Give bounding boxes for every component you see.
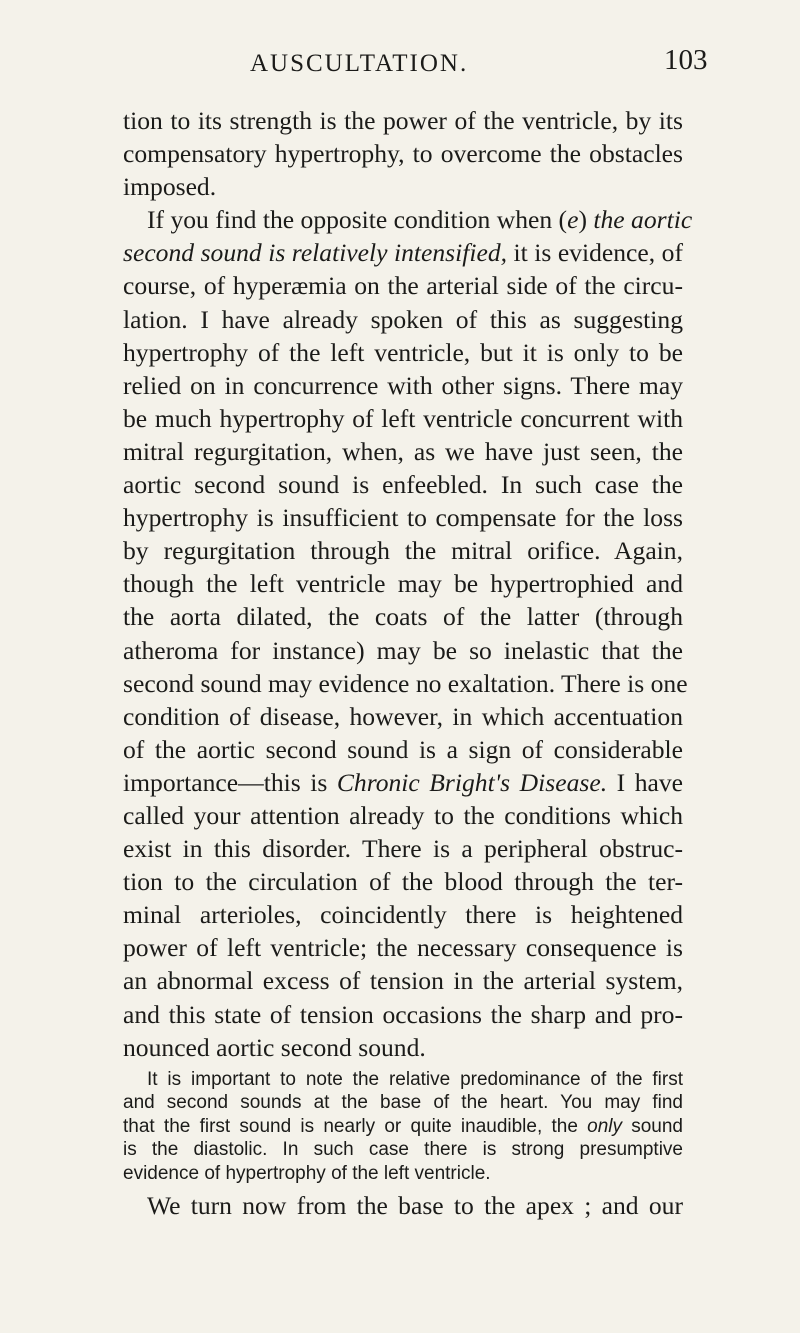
running-head: AUSCULTATION.	[250, 50, 469, 77]
text-line	[123, 1115, 683, 1139]
text-line: power of left ventricle; the necessary consequence is	[123, 933, 683, 963]
text-line: of the aortic second sound is a sign of considerable	[123, 734, 683, 764]
paragraph-3	[123, 1189, 683, 1222]
text-line: tion to its strength is the power of the ventricle, by its	[123, 106, 683, 135]
text-line: the aorta dilated, the coats of the latter (through	[123, 602, 683, 632]
text-line: relied on in concurrence with other signs. There may	[123, 370, 683, 400]
text-line: by regurgitation through the mitral orifice. Again,	[123, 536, 683, 566]
paragraph-2	[123, 203, 693, 1063]
text-line: evidence of hypertrophy of the left ventricle.	[123, 1162, 491, 1184]
text-line: though the left ventricle may be hypertrophied and	[123, 569, 683, 599]
text-line: an abnormal excess of tension in the arterial system,	[123, 966, 683, 996]
small-print-paragraph	[123, 1068, 683, 1186]
text-line: second sound may evidence no exaltation. There is one	[123, 668, 688, 698]
text-line: is the diastolic. In such case there is strong presumptive	[123, 1139, 683, 1161]
text-run: I have	[607, 767, 684, 797]
text-run: that the first sound is nearly or quite inaudible, the	[123, 1115, 588, 1137]
text-line: It is important to note the relative predominance of the first	[147, 1068, 683, 1090]
text-line	[123, 766, 683, 799]
italic-run: Chronic Bright's Disease.	[336, 767, 608, 797]
text-line: tion to the circulation of the blood through the ter-	[123, 867, 683, 897]
text-line: hypertrophy is insufficient to compensate for the loss	[123, 503, 683, 533]
page-number: 103	[664, 44, 708, 76]
page-body	[123, 104, 693, 1222]
italic-run: only	[587, 1115, 622, 1137]
text-line: imposed.	[123, 172, 217, 202]
text-line: We turn now from the base to the apex ; and our	[147, 1191, 683, 1221]
text-line: be much hypertrophy of left ventricle concurrent with	[123, 403, 683, 433]
italic-run: the aortic	[593, 205, 693, 235]
text-line: aortic second sound is enfeebled. In such case the	[123, 470, 683, 500]
text-run: )	[578, 205, 594, 235]
text-line: hypertrophy of the left ventricle, but it is only to be	[123, 337, 683, 367]
text-line	[123, 236, 683, 269]
text-line: and this state of tension occasions the sharp and pro-	[123, 999, 683, 1029]
text-line: compensatory hypertrophy, to overcome the obstacles	[123, 139, 683, 169]
text-line: lation. I have already spoken of this as suggesting	[123, 304, 683, 334]
text-line: atheroma for instance) may be so inelastic that the	[123, 635, 683, 665]
text-line	[123, 203, 693, 236]
text-run: If you find the opposite condition when (	[147, 205, 568, 235]
paragraph-1	[123, 104, 683, 203]
italic-run: e	[567, 205, 579, 235]
text-run: sound	[622, 1115, 684, 1137]
text-line: called your attention already to the conditions which	[123, 800, 683, 830]
text-run: importance—this is	[123, 767, 337, 797]
italic-run: second sound is relatively intensified,	[123, 238, 508, 268]
text-line: mitral regurgitation, when, as we have just seen, the	[123, 436, 683, 466]
text-line: course, of hyperæmia on the arterial side of the circu-	[123, 271, 683, 301]
text-run: it is evidence, of	[507, 238, 684, 268]
text-line: nounced aortic second sound.	[123, 1032, 426, 1062]
text-line: and second sounds at the base of the heart. You may find	[123, 1092, 683, 1114]
text-line: condition of disease, however, in which accentuation	[123, 701, 683, 731]
text-line: exist in this disorder. There is a peripheral obstruc-	[123, 834, 683, 864]
text-line: minal arterioles, coincidently there is heightened	[123, 900, 683, 930]
